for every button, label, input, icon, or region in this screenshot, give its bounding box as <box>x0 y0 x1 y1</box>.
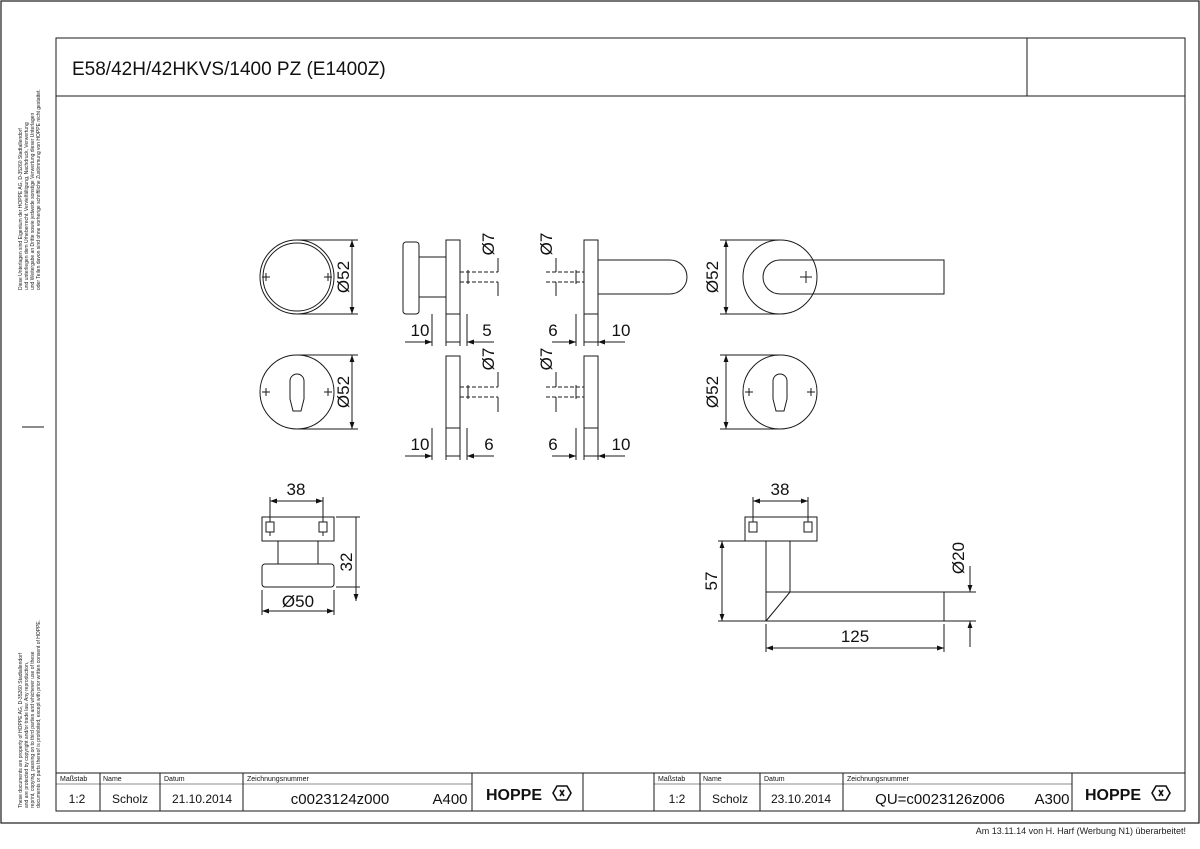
tb-left-logo: HOPPE <box>486 787 543 804</box>
tb-right-date: 23.10.2014 <box>770 792 832 806</box>
tb-right-h-scale: Maßstab <box>658 776 686 783</box>
tb-left-h-name: Name <box>103 776 122 783</box>
dim-knob-height: 32 <box>337 552 356 572</box>
lever-rose-front-view <box>720 240 944 314</box>
dim-lever-grip-dia: Ø20 <box>949 541 968 575</box>
hoppe-logo-icon <box>1152 786 1170 800</box>
tb-right-h-drawing: Zeichnungsnummer <box>847 776 909 783</box>
tb-left-h-drawing: Zeichnungsnummer <box>247 776 309 783</box>
tb-left-format: A400 <box>432 791 468 808</box>
dim-escut-right-a: 6 <box>548 435 558 454</box>
tb-left-h-date: Datum <box>164 776 185 783</box>
tb-left-h-scale: Maßstab <box>60 776 88 783</box>
tb-right-h-date: Datum <box>764 776 785 783</box>
lever-cylinder-rose-front-view <box>720 355 817 429</box>
dim-cyl-rose-dia: Ø52 <box>334 375 353 409</box>
dim-escut-left-dia: Ø7 <box>479 347 498 371</box>
inner-frame <box>56 38 1185 811</box>
dim-escut-right-b: 10 <box>611 435 631 454</box>
tb-right-scale: 1:2 <box>668 792 686 806</box>
tb-right-logo: HOPPE <box>1085 787 1142 804</box>
dim-knob-side-left: 10 <box>410 321 430 340</box>
tb-right-name: Scholz <box>711 792 749 806</box>
outer-frame <box>1 1 1199 823</box>
copyright-notice-german: Diese Unterlagen sind Eigentum der HOPPE AG, D-35260 Stadtallendorf und unterliegen dem Urheberrecht. Vervielfältigung, Nachdruck, Verwertung und Weitergabe an Dritte sowie jedwede sonstige Verwertung dieser Unterlagen oder Teilen davon sind ohne vorherige schriftliche Zustimmung von HOPPE nicht gestattet. <box>18 89 42 290</box>
dim-knob-rose-dia: Ø52 <box>334 260 353 294</box>
tb-left-scale: 1:2 <box>68 792 86 806</box>
tb-right-drawing-no: QU=c0023126z006 <box>875 791 1005 808</box>
tb-left-drawing-no: c0023124z000 <box>290 791 390 808</box>
dim-escut-left-b: 6 <box>484 435 494 454</box>
dim-escut-right-dia: Ø7 <box>537 347 556 371</box>
dim-escut-left-a: 10 <box>410 435 430 454</box>
dim-lever-cyl-rose-dia: Ø52 <box>703 375 722 409</box>
dim-lever-side-dia: Ø7 <box>537 232 556 256</box>
dim-knob-top-width: 38 <box>286 480 306 499</box>
tb-right-format: A300 <box>1034 791 1070 808</box>
copyright-notice-english: These documents are property of HOPPE AG, D-35260 Stadtallendorf and are protected by copyright and/or trade law. Any reproduction, reprint, copying, passing on to third parties and whichever use of these documents or parts thereof is prohibited, except with prior written consent of HOPPE. <box>18 619 42 808</box>
tb-left-date: 21.10.2014 <box>171 792 233 806</box>
dim-knob-side-dia: Ø7 <box>479 232 498 256</box>
hoppe-logo-icon <box>553 786 571 800</box>
page-title: E58/42H/42HKVS/1400 PZ (E1400Z) <box>72 59 386 80</box>
dim-lever-length: 125 <box>840 627 870 646</box>
dim-lever-height: 57 <box>702 571 721 591</box>
dim-knob-side-right: 5 <box>482 321 492 340</box>
dim-lever-side-left: 6 <box>548 321 558 340</box>
revision-note: Am 13.11.14 von H. Harf (Werbung N1) überarbeitet! <box>975 826 1186 836</box>
tb-left-name: Scholz <box>111 792 149 806</box>
tb-right-h-name: Name <box>703 776 722 783</box>
dim-lever-rose-dia: Ø52 <box>703 260 722 294</box>
dim-knob-dia: Ø50 <box>281 592 315 611</box>
dim-lever-top-width: 38 <box>770 480 790 499</box>
dim-lever-side-right: 10 <box>611 321 631 340</box>
